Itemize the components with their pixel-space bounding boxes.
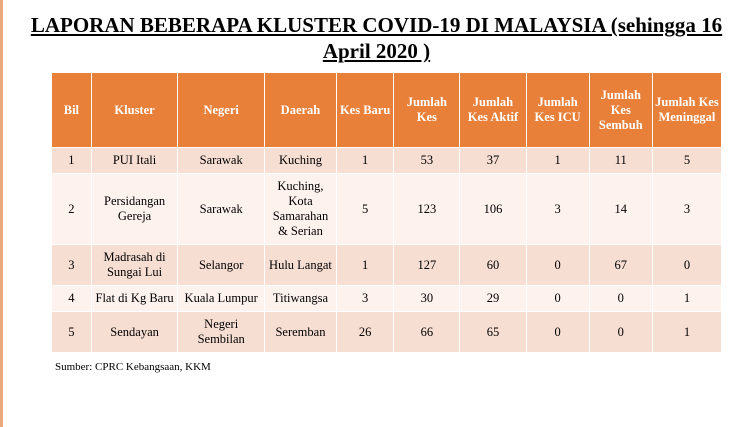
cell-daerah: Titiwangsa: [264, 286, 336, 312]
column-header-kes-baru: Kes Baru: [336, 73, 393, 148]
cell-kluster: Flat di Kg Baru: [91, 286, 178, 312]
cell-daerah: Seremban: [264, 312, 336, 353]
cell-kluster: PUI Itali: [91, 148, 178, 174]
cell-jumlah-kes-sembuh: 0: [589, 312, 652, 353]
page-title: LAPORAN BEBERAPA KLUSTER COVID-19 DI MALAYSIA (sehingga 16 April 2020 ): [30, 13, 723, 63]
source-note: Sumber: CPRC Kebangsaan, KKM: [55, 361, 211, 373]
column-header-jumlah-kes-sembuh: Jumlah Kes Sembuh: [589, 73, 652, 148]
cell-jumlah-kes-icu: 0: [526, 245, 589, 286]
column-header-jumlah-kes-icu: Jumlah Kes ICU: [526, 73, 589, 148]
table-body: [52, 148, 722, 353]
cell-kes-baru: 3: [336, 286, 393, 312]
table-header-row: [52, 73, 722, 148]
table-row: [52, 174, 722, 245]
cell-jumlah-kes-meninggal: 1: [652, 286, 721, 312]
cell-jumlah-kes-meninggal: 3: [652, 174, 721, 245]
cell-jumlah-kes: 30: [394, 286, 460, 312]
cell-kes-baru: 5: [336, 174, 393, 245]
cell-bil: 4: [52, 286, 92, 312]
cell-jumlah-kes-aktif: 65: [460, 312, 526, 353]
cell-jumlah-kes-icu: 0: [526, 286, 589, 312]
table-row: [52, 245, 722, 286]
cell-bil: 3: [52, 245, 92, 286]
cell-negeri: Selangor: [178, 245, 265, 286]
cell-jumlah-kes-icu: 0: [526, 312, 589, 353]
cell-jumlah-kes: 123: [394, 174, 460, 245]
cell-bil: 1: [52, 148, 92, 174]
covid-cluster-table: [51, 72, 722, 353]
table-row: [52, 286, 722, 312]
cell-jumlah-kes-sembuh: 11: [589, 148, 652, 174]
cell-jumlah-kes: 127: [394, 245, 460, 286]
column-header-jumlah-kes-meninggal: Jumlah Kes Meninggal: [652, 73, 721, 148]
cell-jumlah-kes-icu: 1: [526, 148, 589, 174]
cell-negeri: Negeri Sembilan: [178, 312, 265, 353]
cell-negeri: Sarawak: [178, 148, 265, 174]
cell-kes-baru: 26: [336, 312, 393, 353]
cell-jumlah-kes-aktif: 106: [460, 174, 526, 245]
cell-jumlah-kes-sembuh: 67: [589, 245, 652, 286]
cell-kes-baru: 1: [336, 245, 393, 286]
column-header-jumlah-kes-aktif: Jumlah Kes Aktif: [460, 73, 526, 148]
table-row: [52, 148, 722, 174]
cell-jumlah-kes: 66: [394, 312, 460, 353]
column-header-daerah: Daerah: [264, 73, 336, 148]
cell-daerah: Kuching, Kota Samarahan & Serian: [264, 174, 336, 245]
cell-kes-baru: 1: [336, 148, 393, 174]
table-header: [52, 73, 722, 148]
cell-jumlah-kes-sembuh: 14: [589, 174, 652, 245]
table-row: [52, 312, 722, 353]
cell-daerah: Kuching: [264, 148, 336, 174]
cell-jumlah-kes-aktif: 37: [460, 148, 526, 174]
column-header-jumlah-kes: Jumlah Kes: [394, 73, 460, 148]
cell-jumlah-kes: 53: [394, 148, 460, 174]
cell-jumlah-kes-meninggal: 5: [652, 148, 721, 174]
column-header-negeri: Negeri: [178, 73, 265, 148]
column-header-bil: Bil: [52, 73, 92, 148]
cell-jumlah-kes-meninggal: 0: [652, 245, 721, 286]
column-header-kluster: Kluster: [91, 73, 178, 148]
cell-negeri: Sarawak: [178, 174, 265, 245]
cell-bil: 2: [52, 174, 92, 245]
cell-jumlah-kes-aktif: 29: [460, 286, 526, 312]
cell-kluster: Persidangan Gereja: [91, 174, 178, 245]
cell-daerah: Hulu Langat: [264, 245, 336, 286]
cell-negeri: Kuala Lumpur: [178, 286, 265, 312]
cell-jumlah-kes-meninggal: 1: [652, 312, 721, 353]
cell-bil: 5: [52, 312, 92, 353]
cell-kluster: Sendayan: [91, 312, 178, 353]
cell-jumlah-kes-icu: 3: [526, 174, 589, 245]
cell-jumlah-kes-aktif: 60: [460, 245, 526, 286]
cluster-table-container: [3, 64, 750, 353]
cell-jumlah-kes-sembuh: 0: [589, 286, 652, 312]
cell-kluster: Madrasah di Sungai Lui: [91, 245, 178, 286]
